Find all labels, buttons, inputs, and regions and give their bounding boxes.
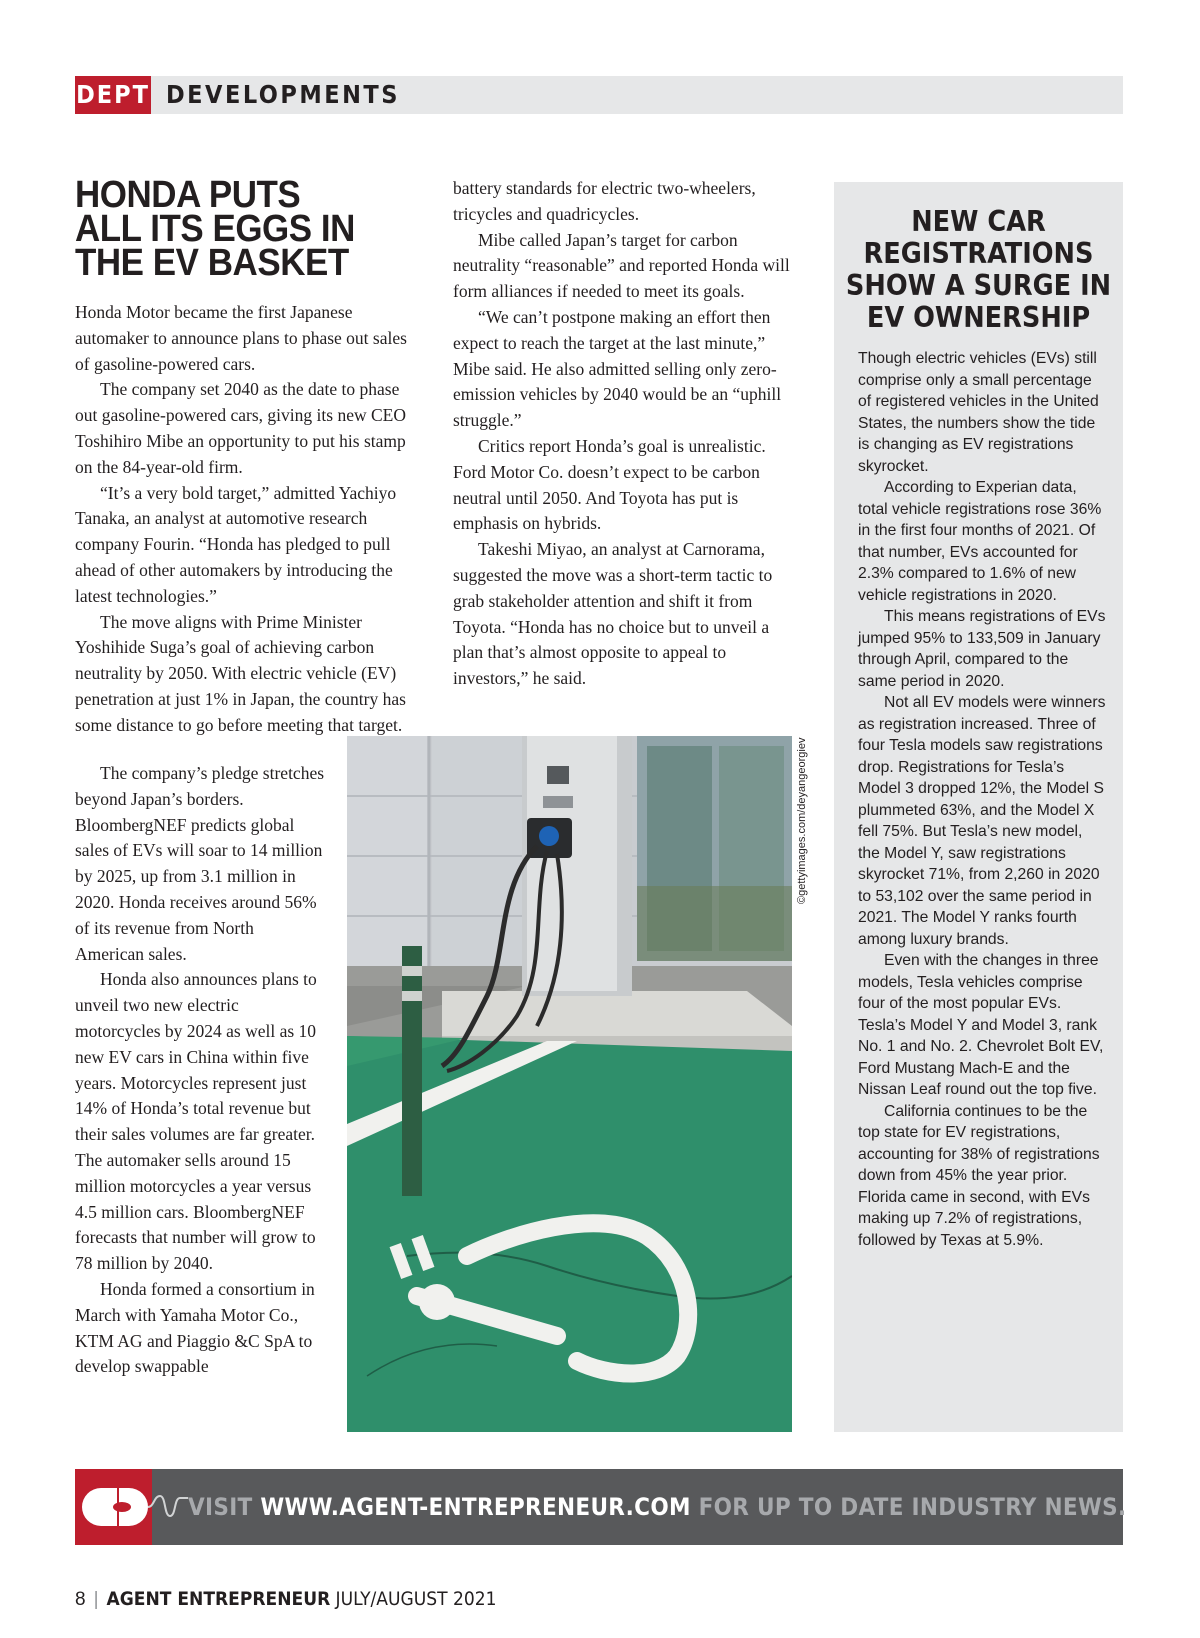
- banner-text[interactable]: [188, 1469, 1126, 1545]
- paragraph: Critics report Honda’s goal is unrealistic. Ford Motor Co. doesn’t expect to be carbon neutral until 2050. And Toyota has put is emphasis on hybrids.: [453, 435, 766, 534]
- banner-prefix: VISIT: [188, 1493, 261, 1521]
- mouse-icon: [80, 1484, 190, 1530]
- sidebar-title: NEW CAR REGISTRATIONS SHOW A SURGE IN EV OWNERSHIP: [845, 205, 1112, 334]
- article-column-2: [453, 176, 798, 692]
- article-column-1-narrow: [75, 761, 325, 1380]
- ev-charging-photo: [347, 736, 792, 1432]
- paragraph: “It’s a very bold target,” admitted Yachiyo Tanaka, an analyst at automotive research company Fourin. “Honda has pledged to pull ahead of other automakers by introducing the latest technologies.”: [75, 482, 397, 606]
- sidebar-paragraph: California continues to be the top state for EV registrations, accounting for 38% of registrations down from 45% the year prior. Florida came in second, with EVs making up 7.2% of registrations, followed by Texas at 5.9%.: [858, 1102, 1100, 1249]
- paragraph: Honda also announces plans to unveil two new electric motorcycles by 2024 as well as 10 new EV cars in China within five years. Motorcycles represent just 14% of Honda’s total revenue but their sales volumes are far greater. The automaker sells around 15 million motorcycles a year versus 4.5 million cars. BloombergNEF forecasts that number will grow to 78 million by 2040.: [75, 969, 317, 1274]
- paragraph: Takeshi Miyao, an analyst at Carnorama, suggested the move was a short-term tactic to grab stakeholder attention and shift it from Toyota. “Honda has no choice but to unveil a plan that’s almost opposite to appeal to investors,” he said.: [453, 539, 773, 689]
- dept-label: DEPT: [75, 76, 151, 114]
- paragraph: The move aligns with Prime Minister Yoshihide Suga’s goal of achieving carbon neutrality by 2050. With electric vehicle (EV) penetration at just 1% in Japan, the country has some distance to go before meeting that target.: [75, 611, 406, 735]
- article-column-1: [75, 300, 415, 739]
- paragraph: Honda Motor became the first Japanese automaker to announce plans to phase out sales of gasoline-powered cars.: [75, 302, 407, 374]
- paragraph: The company set 2040 as the date to phase out gasoline-powered cars, giving its new CEO Toshihiro Mibe an opportunity to put his stamp on the 84-year-old firm.: [75, 379, 406, 477]
- sidebar-body: [858, 348, 1108, 1251]
- paragraph: Mibe called Japan’s target for carbon neutrality “reasonable” and reported Honda will form alliances if needed to meet its goals.: [453, 229, 790, 302]
- magazine-name: AGENT ENTREPRENEUR: [106, 1588, 331, 1610]
- sidebar-paragraph: This means registrations of EVs jumped 95% to 133,509 in January through April, compared to the same period in 2020.: [858, 608, 1106, 690]
- page-number: 8: [75, 1589, 86, 1610]
- paragraph: “We can’t postpone making an effort then expect to reach the target at the last minute,” Mibe said. He also admitted selling only zero-emission vehicles by 2040 would be an “uphill struggle.”: [453, 306, 782, 431]
- article-headline: HONDA PUTS ALL ITS EGGS IN THE EV BASKET: [75, 174, 355, 284]
- sidebar-paragraph: According to Experian data, total vehicle registrations rose 36% in the first four months of 2021. Of that number, EVs accounted for 2.3% compared to 1.6% of new vehicle registrations in 2020.: [858, 479, 1102, 604]
- sidebar-paragraph: Even with the changes in three models, Tesla vehicles comprise four of the most popular EVs. Tesla’s Model Y and Model 3, rank No. 1 and No. 2. Chevrolet Bolt EV, Ford Mustang Mach-E and the Nissan Leaf round out the top five.: [858, 952, 1104, 1098]
- paragraph: The company’s pledge stretches beyond Japan’s borders. BloombergNEF predicts global sales of EVs will soar to 14 million by 2025, up from 3.1 million in 2020. Honda receives around 56% of its revenue from North American sales.: [75, 763, 325, 964]
- banner-suffix: FOR UP TO DATE INDUSTRY NEWS.: [690, 1493, 1127, 1521]
- sidebar-paragraph: Though electric vehicles (EVs) still comprise only a small percentage of registered vehicles in the United States, the numbers show the tide is changing as EV registrations skyrocket.: [858, 350, 1099, 475]
- issue-date: JULY/AUGUST 2021: [335, 1588, 497, 1610]
- folio-separator: |: [93, 1589, 99, 1610]
- section-title: DEVELOPMENTS: [166, 80, 400, 109]
- paragraph: battery standards for electric two-wheelers, tricycles and quadricycles.: [453, 178, 756, 224]
- sidebar-paragraph: Not all EV models were winners as registration increased. Three of four Tesla models saw registrations drop. Registrations for Tesla’s Model 3 dropped 12%, the Model S plummeted 63%, and the Model X fell 75%. But Tesla’s new model, the Model Y, saw registrations skyrocket 71%, from 2,260 in 2020 to 53,102 over the same period in 2021. The Model Y ranks fourth among luxury brands.: [858, 694, 1106, 948]
- page-folio: [75, 1584, 496, 1614]
- photo-credit: ©gettyimages.com/deyangeorgiev: [796, 737, 808, 904]
- paragraph: Honda formed a consortium in March with Yamaha Motor Co., KTM AG and Piaggio &C SpA to develop swappable: [75, 1278, 315, 1377]
- banner-url[interactable]: WWW.AGENT-ENTREPRENEUR.COM: [260, 1493, 691, 1521]
